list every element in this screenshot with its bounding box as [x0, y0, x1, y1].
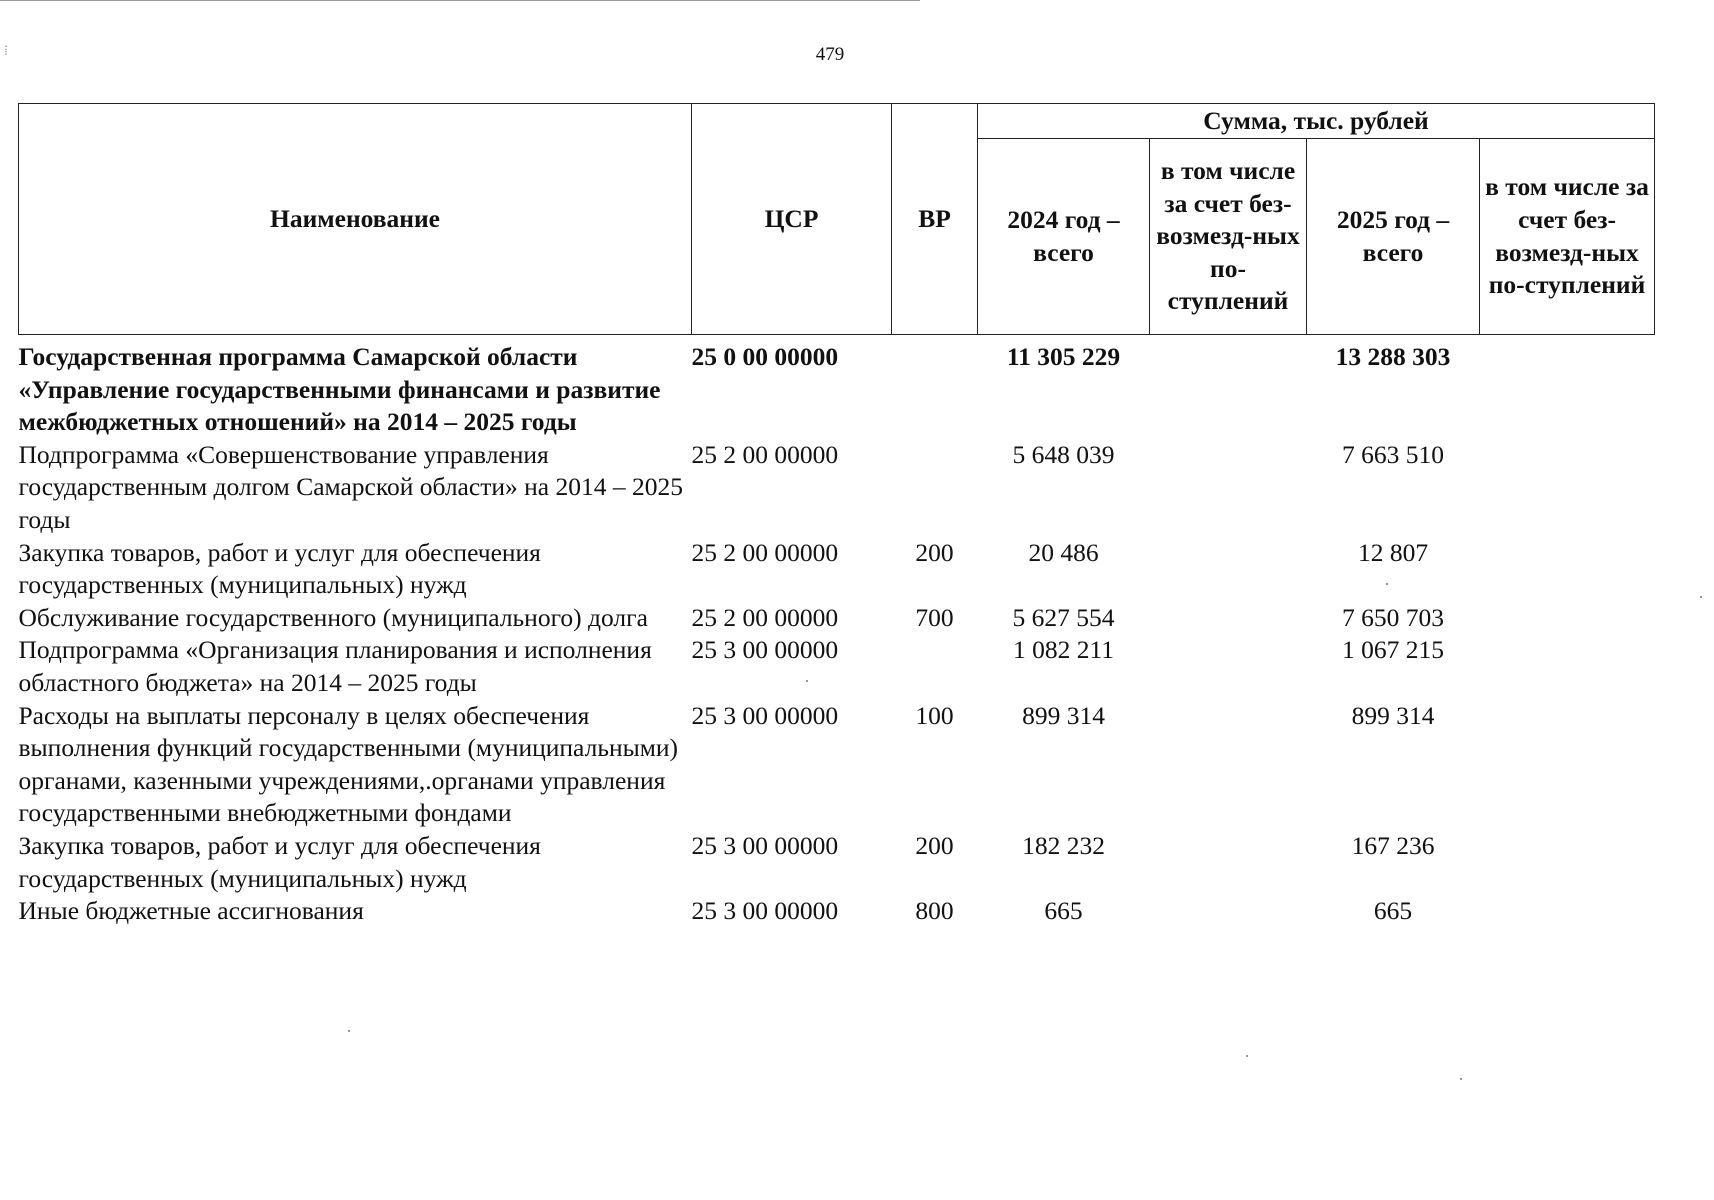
row-name: Закупка товаров, работ и услуг для обеспечения государственных (муниципальных) нужд: [18, 537, 541, 600]
row-2024-total: 11 305 229: [1006, 342, 1121, 371]
row-name: Подпрограмма «Совершенствование управления государственным долгом Самарской области» на 2014 – 2025 годы: [18, 439, 683, 534]
row-2025-total: 899 314: [1351, 700, 1435, 730]
row-csr: 25 3 00 00000: [691, 896, 839, 926]
row-vr: 200: [915, 537, 954, 567]
row-2024-total: 20 486: [1028, 537, 1099, 567]
table-header: [19, 104, 1655, 335]
row-csr: 25 2 00 00000: [691, 537, 839, 567]
row-2024-gratuitous: [1150, 537, 1307, 602]
row-vr: 800: [915, 896, 954, 926]
scan-speck: [348, 1030, 350, 1032]
table-row: [19, 700, 1655, 830]
row-2024-gratuitous: [1150, 335, 1307, 439]
row-2025-total: 7 650 703: [1342, 602, 1444, 632]
row-2024-gratuitous: [1150, 602, 1307, 635]
row-name: Обслуживание государственного (муниципального) долга: [18, 602, 648, 632]
header-2024-gratuitous: в том числе за счет без-возмезд-ных по-ступлений: [1150, 139, 1307, 335]
row-2025-total: 13 288 303: [1335, 342, 1451, 371]
scan-edge-mark: ⁞: [4, 44, 8, 59]
row-2025-total: 167 236: [1351, 830, 1435, 860]
scan-speck: [1700, 596, 1702, 598]
header-name: Наименование: [19, 104, 692, 335]
page-top-border: [0, 0, 920, 1]
row-2025-total: 665: [1373, 896, 1413, 926]
row-vr: 200: [915, 830, 954, 860]
header-sum-group: Сумма, тыс. рублей: [978, 104, 1655, 139]
row-2025-gratuitous: [1480, 335, 1655, 439]
row-csr: 25 3 00 00000: [691, 635, 839, 665]
row-name: Подпрограмма «Организация планирования и исполнения областного бюджета» на 2014 – 2025 годы: [18, 635, 652, 697]
table-row: [19, 634, 1655, 699]
table-row: [19, 895, 1655, 928]
table-row: [19, 602, 1655, 635]
row-2025-gratuitous: [1480, 602, 1655, 635]
row-vr: 100: [915, 700, 954, 730]
row-name: Государственная программа Самарской области «Управление государственными финансами и развитие межбюджетных отношений» на 2014 – 2025 годы: [18, 342, 661, 437]
row-2024-gratuitous: [1150, 439, 1307, 537]
header-2025-total: 2025 год – всего: [1307, 139, 1480, 335]
scan-speck: [1460, 1078, 1462, 1080]
row-2025-gratuitous: [1480, 439, 1655, 537]
row-name: Иные бюджетные ассигнования: [18, 896, 364, 926]
row-csr: 25 3 00 00000: [691, 830, 839, 860]
row-vr: 700: [915, 602, 954, 632]
table-row: [19, 335, 1655, 439]
header-2025-gratuitous: в том числе за счет без-возмезд-ных по-ступлений: [1480, 139, 1655, 335]
row-2024-total: 1 082 211: [1012, 635, 1115, 665]
row-2025-gratuitous: [1480, 700, 1655, 830]
row-2025-gratuitous: [1480, 537, 1655, 602]
row-2024-total: 899 314: [1022, 700, 1105, 730]
row-2024-total: 5 627 554: [1012, 602, 1115, 632]
budget-table: [18, 103, 1655, 928]
row-2025-gratuitous: [1480, 830, 1655, 895]
row-2024-gratuitous: [1150, 634, 1307, 699]
row-vr: [892, 439, 978, 537]
row-2025-gratuitous: [1480, 895, 1655, 928]
row-csr: 25 2 00 00000: [691, 602, 839, 632]
row-2024-gratuitous: [1150, 700, 1307, 830]
header-vr: ВР: [892, 104, 978, 335]
row-2025-gratuitous: [1480, 634, 1655, 699]
row-2024-total: 5 648 039: [1012, 439, 1115, 469]
row-2024-total: 182 232: [1022, 830, 1105, 860]
row-2024-total: 665: [1044, 896, 1083, 926]
scan-speck: [806, 680, 808, 682]
scan-speck: [1386, 583, 1388, 585]
header-csr: ЦСР: [692, 104, 892, 335]
page-number: 479: [815, 44, 845, 65]
row-name: Закупка товаров, работ и услуг для обеспечения государственных (муниципальных) нужд: [18, 830, 541, 893]
scan-speck: [1246, 1055, 1248, 1057]
header-2024-total: 2024 год – всего: [978, 139, 1150, 335]
row-2025-total: 7 663 510: [1342, 439, 1444, 469]
row-2025-total: 12 807: [1357, 537, 1429, 567]
table-row: [19, 830, 1655, 895]
row-csr: 25 0 00 00000: [691, 342, 839, 371]
row-csr: 25 2 00 00000: [691, 439, 839, 469]
row-vr: [892, 335, 978, 439]
row-2025-total: 1 067 215: [1342, 635, 1444, 665]
row-2024-gratuitous: [1150, 830, 1307, 895]
row-vr: [892, 634, 978, 699]
row-name: Расходы на выплаты персоналу в целях обеспечения выполнения функций государственными (муниципальными) органами, казенными учреждениями,.органами управления государственными внебюджетными фондами: [18, 700, 679, 828]
table-row: [19, 439, 1655, 537]
table-body: [19, 335, 1655, 928]
row-csr: 25 3 00 00000: [691, 700, 839, 730]
table-row: [19, 537, 1655, 602]
row-2024-gratuitous: [1150, 895, 1307, 928]
